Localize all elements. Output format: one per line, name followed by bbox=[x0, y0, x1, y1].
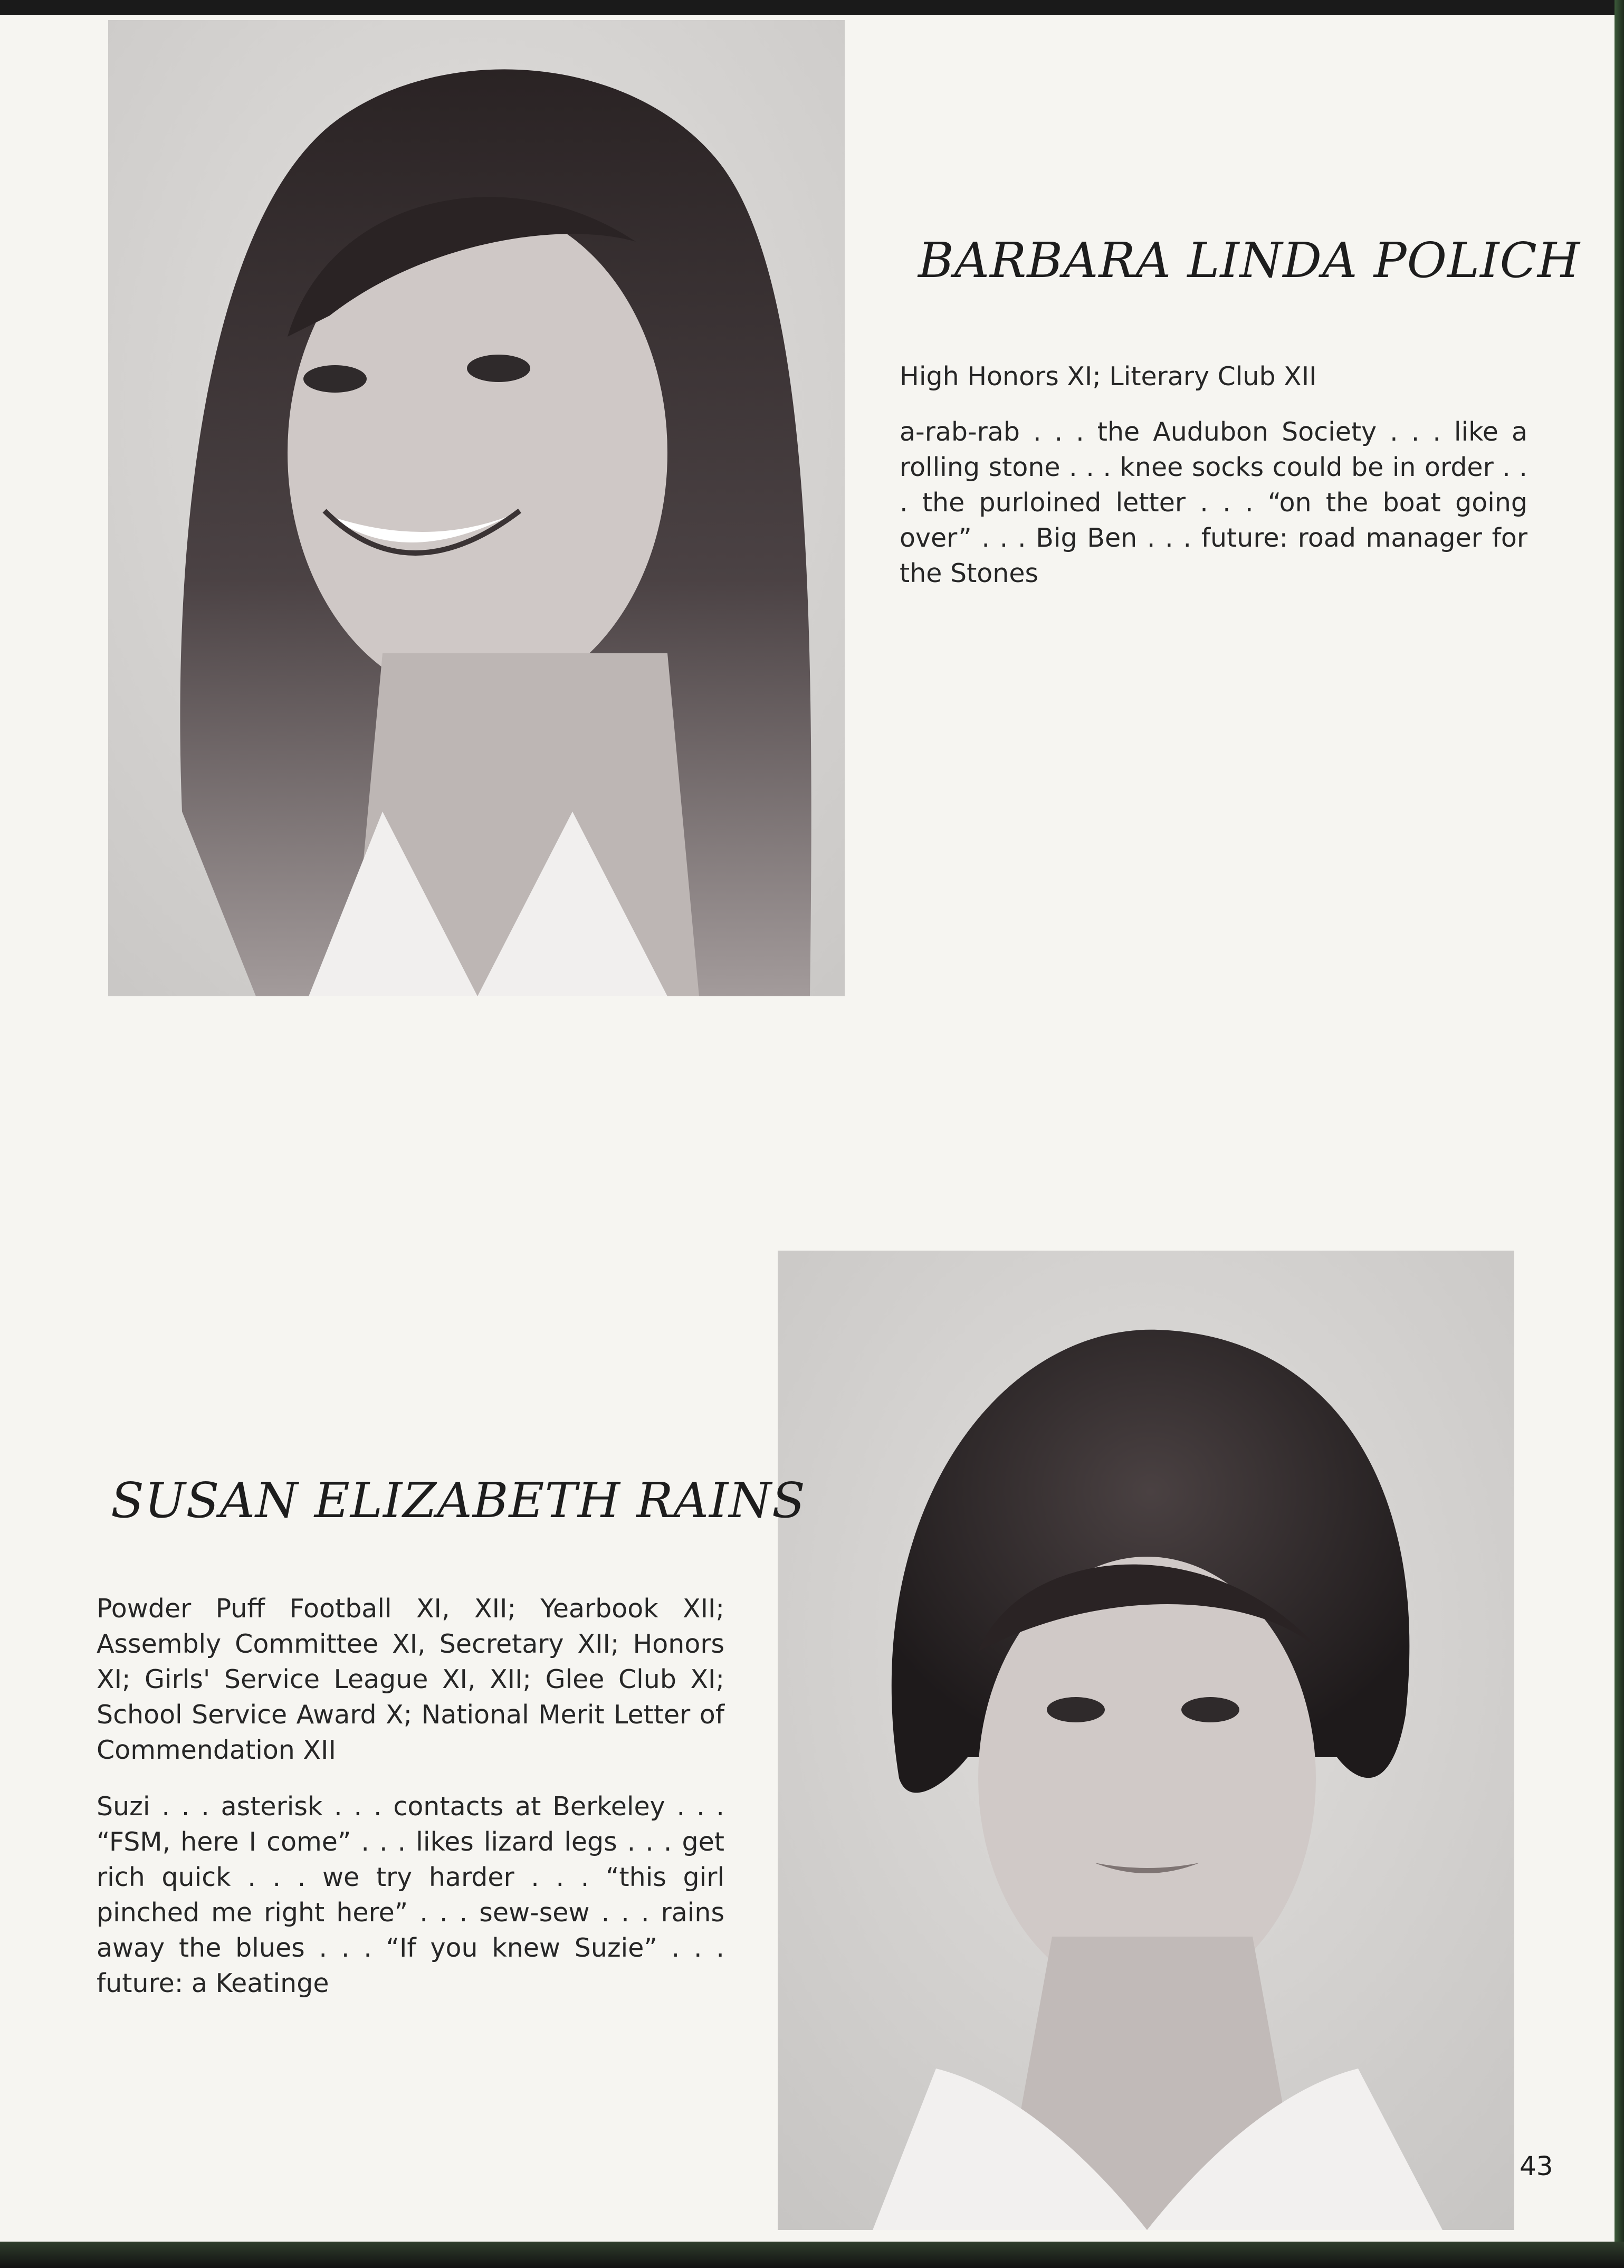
student-activities: High Honors XI; Literary Club XII bbox=[900, 361, 1317, 392]
student-name: BARBARA LINDA POLICH bbox=[918, 232, 1581, 289]
page-number: 43 bbox=[1520, 2151, 1553, 2181]
student-quips: Suzi . . . asterisk . . . contacts at Berkeley . . . “FSM, here I come” . . . likes lizard legs . . . get rich quick . . . we try harder . . . “this girl pinched me right here” . . . sew-sew . . . rains away the blues . . . “If you knew Suzie” . . . future: a Keatinge bbox=[97, 1791, 724, 1998]
binding-edge bbox=[1615, 0, 1624, 2268]
student-quips: a-rab-rab . . . the Audubon Society . . . like a rolling stone . . . knee socks could be in order . . . the purloined letter . . . “on the boat going over” . . . Big Ben . . . future: road manager for the Stones bbox=[900, 417, 1527, 588]
portrait-photo-barbara bbox=[108, 20, 845, 996]
student-activities: Powder Puff Football XI, XII; Yearbook XII; Assembly Committee XI, Secretary XII; Honors XI; Girls' Service League XI, XII; Glee Club XI; School Service Award X; National Merit Letter of Commendation XII bbox=[97, 1594, 724, 1765]
portrait-photo-susan bbox=[778, 1251, 1514, 2230]
page-bottom-edge bbox=[0, 2242, 1624, 2268]
student-name: SUSAN ELIZABETH RAINS bbox=[111, 1472, 806, 1529]
